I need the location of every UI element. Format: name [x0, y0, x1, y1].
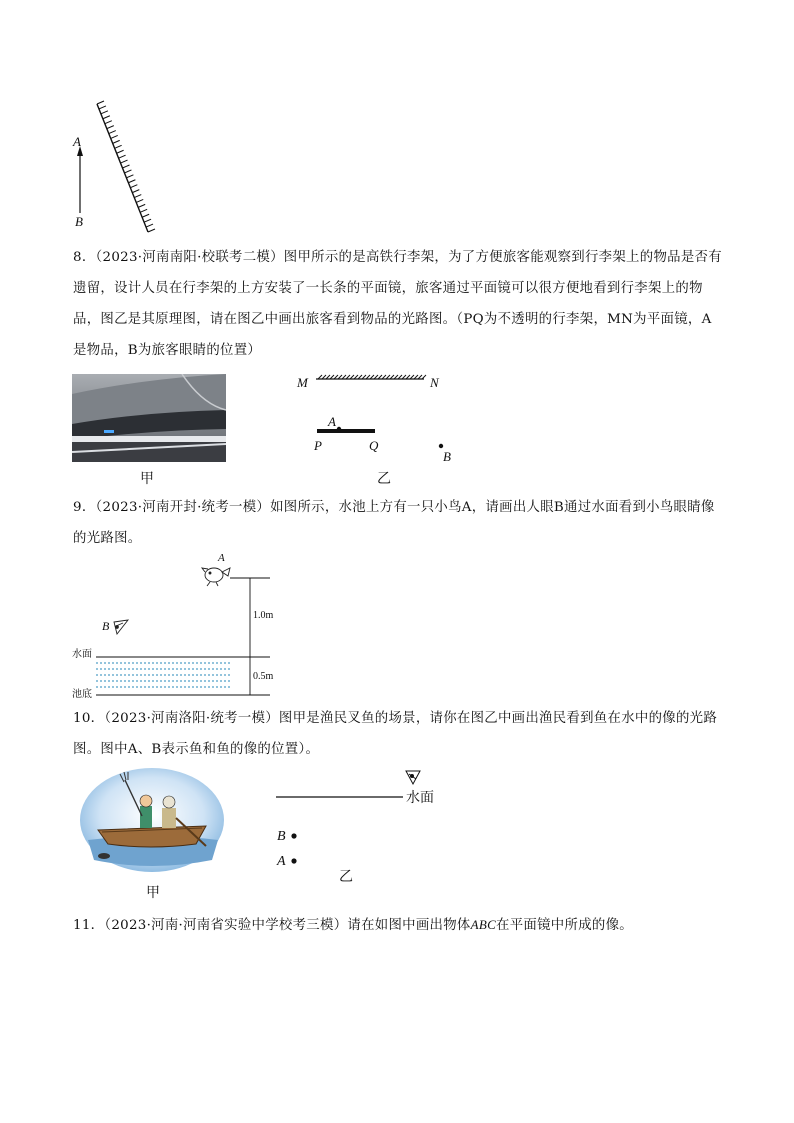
- eye-icon: [406, 771, 420, 784]
- water-surface-label: 水面: [406, 790, 434, 806]
- water-surface-label: 水面: [72, 649, 92, 660]
- caption-yi: 乙: [377, 471, 391, 487]
- mirror-label-m: M: [297, 375, 308, 390]
- rack-label-p: P: [314, 438, 322, 453]
- point-label-a: A: [73, 134, 81, 149]
- caption-jia: 甲: [140, 471, 154, 487]
- bird-label-a: A: [218, 552, 225, 564]
- mirror-label-n: N: [430, 375, 439, 390]
- question-11-text-pre: 11．（2023·河南·河南省实验中学校考三模）请在如图中画出物体: [73, 918, 471, 933]
- caption-yi: 乙: [339, 869, 353, 885]
- rack-label-q: Q: [369, 438, 379, 453]
- question-11-text-post: 在平面镜中所成的像。: [496, 918, 633, 933]
- question-8-text: 8．（2023·河南南阳·校联考二模）图甲所示的是高铁行李架，为了方便旅客能观察到行李架上的物品是否有遗留，设计人员在行李架的上方安装了一长条的平面镜，旅客通过平面镜可以很方便地看到行李架上的物品，图乙是其原理图，请在图乙中画出旅客看到物品的光路图。（PQ为不透明的行李架，MN为平面镜，A是物品，B为旅客眼睛的位置）: [73, 250, 722, 358]
- eye-label-b: B: [443, 449, 451, 464]
- fish-image-label-b: B: [277, 829, 286, 844]
- eye-label-b: B: [102, 619, 110, 633]
- question-9-text: 9．（2023·河南开封·统考一模）如图所示，水池上方有一只小鸟A，请画出人眼B通过水面看到小鸟眼睛像的光路图。: [73, 500, 715, 546]
- object-label-a: A: [328, 414, 336, 429]
- question-11-text: [73, 909, 723, 941]
- pool-bottom-label: 池底: [72, 689, 92, 700]
- question-10-text: 10．（2023·河南洛阳·统考一模）图甲是渔民叉鱼的场景，请你在图乙中画出渔民看到鱼在水中的像的光路图。图中A、B表示鱼和鱼的像的位置）。: [73, 711, 718, 757]
- caption-jia: 甲: [146, 885, 160, 901]
- water-depth: 0.5m: [253, 671, 274, 682]
- height-above-water: 1.0m: [253, 610, 274, 621]
- object-abc-label: ABC: [470, 917, 497, 932]
- fish-label-a: A: [277, 854, 286, 869]
- point-label-b: B: [75, 214, 83, 229]
